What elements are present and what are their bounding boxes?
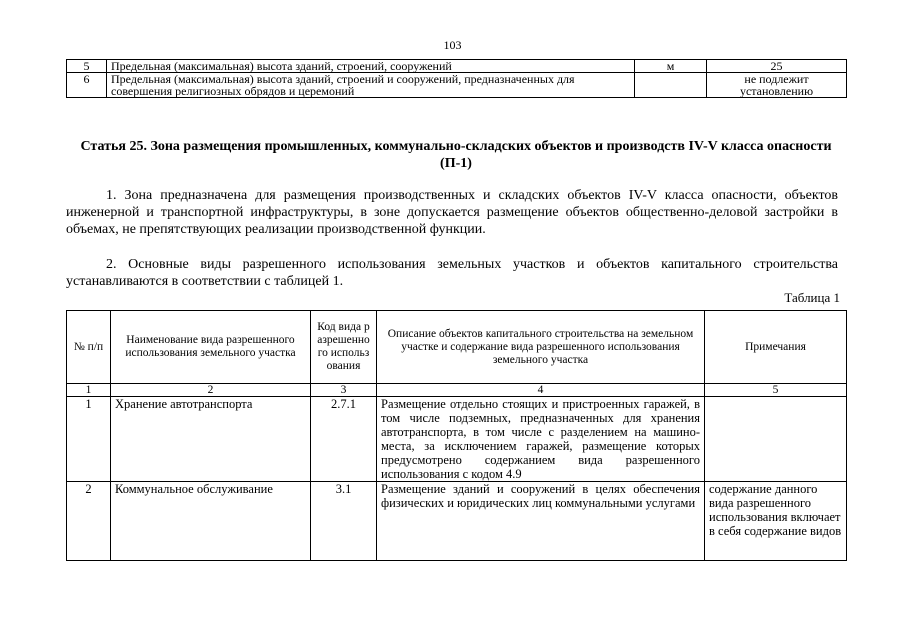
column-number: 4: [377, 384, 705, 397]
table-row: [67, 73, 847, 98]
paragraph-2: [66, 256, 838, 290]
paragraph-1-text: 1. Зона предназначена для размещения производственных и складских объектов IV-V класса опасности, объектов инженерной и транспортной инфраструктуры, в зоне допускается размещение объектов общественно-деловой застройки в объемах, не препятствующих реализации производственной функции.: [66, 188, 838, 237]
use-code: 3.1: [311, 482, 377, 561]
header-no: № п/п: [67, 311, 111, 384]
header-description: Описание объектов капитального строительства на земельном участке и содержание вида разрешенного использования земельного участка: [377, 311, 705, 384]
header-code: Код вида разрешенного использования: [311, 311, 377, 384]
column-numbers-row: [67, 384, 847, 397]
use-note: содержание данного вида разрешенного использования включает в себя содержание видов: [705, 482, 847, 561]
paragraph-1: [66, 187, 838, 238]
column-number: 3: [311, 384, 377, 397]
paragraph-2-text: 2. Основные виды разрешенного использования земельных участков и объектов капитального строительства устанавливаются в соответствии с таблицей 1.: [66, 257, 838, 289]
table-row: [67, 482, 847, 561]
use-name: Коммунальное обслуживание: [111, 482, 311, 561]
page-number: 103: [443, 38, 462, 52]
use-name: Хранение автотранспорта: [111, 397, 311, 482]
row-number: 5: [67, 60, 107, 73]
column-number: 5: [705, 384, 847, 397]
unit: м: [635, 60, 707, 73]
value: 25: [707, 60, 847, 73]
article-heading: Статья 25. Зона размещения промышленных, коммунально-складских объектов и производств IV-V класса опасности (П-1): [80, 139, 832, 171]
parameter-name: Предельная (максимальная) высота зданий, строений, сооружений: [107, 60, 635, 73]
row-number: 2: [67, 482, 111, 561]
column-number: 1: [67, 384, 111, 397]
table-row: [67, 397, 847, 482]
row-number: 6: [67, 73, 107, 98]
use-note: [705, 397, 847, 482]
land-use-table: [66, 310, 847, 561]
height-limits-table: [66, 59, 847, 98]
use-description: Размещение отдельно стоящих и пристроенных гаражей, в том числе подземных, предназначенных для хранения автотранспорта, в том числе с разделением на машино-места, за исключением гаражей, размещение которых предусмотрено содержанием вида разрешенного использования с кодом 4.9: [377, 397, 705, 482]
use-description: Размещение зданий и сооружений в целях обеспечения физических и юридических лиц коммунальными услугами: [377, 482, 705, 561]
row-number: 1: [67, 397, 111, 482]
use-code: 2.7.1: [311, 397, 377, 482]
table-row: [67, 60, 847, 73]
header-name: Наименование вида разрешенного использования земельного участка: [111, 311, 311, 384]
header-notes: Примечания: [705, 311, 847, 384]
table-header-row: [67, 311, 847, 384]
unit: [635, 73, 707, 98]
column-number: 2: [111, 384, 311, 397]
table-caption: Таблица 1: [784, 290, 840, 305]
value: не подлежит установлению: [707, 73, 847, 98]
parameter-name: Предельная (максимальная) высота зданий, строений и сооружений, предназначенных для совершения религиозных обрядов и церемоний: [107, 73, 635, 98]
